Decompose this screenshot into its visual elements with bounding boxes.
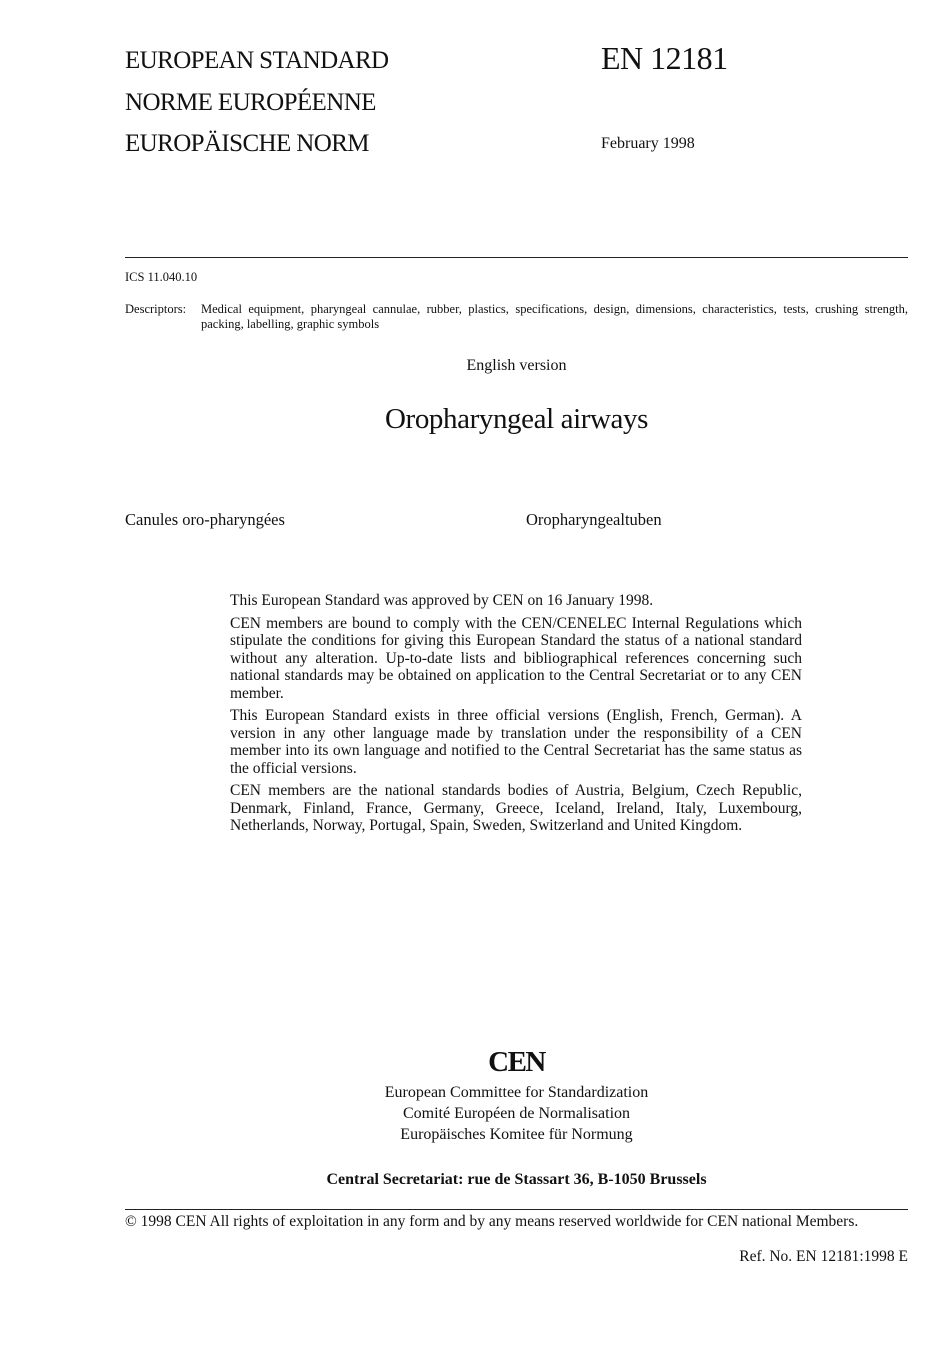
- header-divider: [125, 257, 908, 258]
- paragraph-members: CEN members are the national standards bodies of Austria, Belgium, Czech Republic, Denmark, Finland, France, Germany, Greece, Iceland, Ireland, Italy, Luxembourg, Netherlands, Norway, Portugal, Spain, Sweden, Switzerland and United Kingdom.: [230, 782, 802, 834]
- paragraph-compliance: CEN members are bound to comply with the CEN/CENELEC Internal Regulations which stipulate the conditions for giving this European Standard the status of a national standard without any alteration. Up-to-date lists and bibliographical references concerning such national standards may be obtained on application to the Central Secretariat or to any CEN member.: [230, 614, 802, 702]
- paragraph-approval: This European Standard was approved by CEN on 16 January 1998.: [230, 592, 654, 609]
- title-german-translation: Oropharyngealtuben: [526, 510, 662, 529]
- title-german: EUROPÄISCHE NORM: [125, 130, 369, 157]
- descriptors-list: Medical equipment, pharyngeal cannulae, rubber, plastics, specifications, design, dimensions, characteristics, tests, crushing strength, packing, labelling, graphic symbols: [201, 302, 908, 331]
- cen-logo: CEN: [488, 1046, 545, 1078]
- org-name-german: Europäisches Komitee für Normung: [400, 1126, 633, 1143]
- paragraph-versions: This European Standard exists in three official versions (English, French, German). A version in any other language made by translation under the responsibility of a CEN member into its own language and notified to the Central Secretariat has the same status as the official versions.: [230, 707, 802, 777]
- document-title: Oropharyngeal airways: [385, 403, 648, 435]
- secretariat-address: Central Secretariat: rue de Stassart 36, B-1050 Brussels: [326, 1171, 707, 1188]
- title-french: NORME EUROPÉENNE: [125, 89, 376, 116]
- publication-date: February 1998: [601, 135, 695, 152]
- copyright-notice: © 1998 CEN All rights of exploitation in any form and by any means reserved worldwide for CEN national Members.: [125, 1213, 859, 1230]
- standard-number: EN 12181: [601, 40, 728, 76]
- footer-divider: [125, 1209, 908, 1210]
- title-french-translation: Canules oro-pharyngées: [125, 510, 285, 529]
- reference-number: Ref. No. EN 12181:1998 E: [739, 1248, 908, 1265]
- approval-notice: [230, 592, 802, 840]
- ics-code: ICS 11.040.10: [125, 270, 198, 284]
- org-name-english: European Committee for Standardization: [384, 1084, 649, 1101]
- org-name-french: Comité Européen de Normalisation: [402, 1105, 631, 1122]
- title-english: EUROPEAN STANDARD: [125, 47, 389, 74]
- descriptors-label: Descriptors:: [125, 302, 187, 316]
- language-version: English version: [466, 357, 567, 374]
